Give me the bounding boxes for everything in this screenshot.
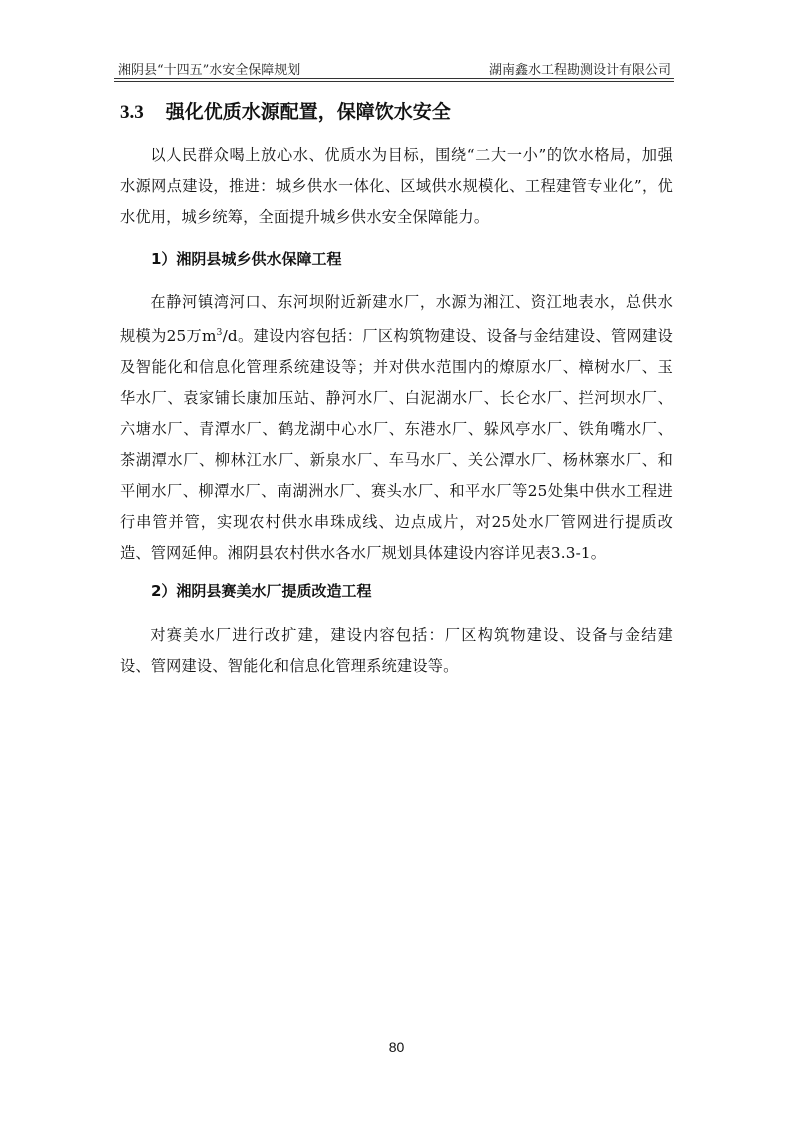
unit-superscript: 3: [216, 328, 223, 338]
header-divider-bottom: [114, 81, 674, 82]
section-number: 3.3: [120, 102, 144, 123]
subsection-heading-2: 2）湘阴县赛美水厂提质改造工程: [151, 582, 372, 600]
subsection-paragraph-1: [120, 287, 673, 569]
subsection-paragraph-2: 对赛美水厂进行改扩建，建设内容包括：厂区构筑物建设、设备与金结建设、管网建设、智能化和信息化管理系统建设等。: [120, 626, 673, 675]
running-header-right: 湖南鑫水工程勘测设计有限公司: [488, 63, 671, 78]
paragraph-text-part: 在静河镇湾河口、东河坝附近新建水厂，水源为湘江、资江地表水，总供水规模为25万m: [120, 293, 673, 346]
intro-paragraph: 以人民群众喝上放心水、优质水为目标，围绕“二大一小”的饮水格局，加强水源网点建设，推进：城乡供水一体化、区域供水规模化、工程建管专业化”，优水优用，城乡统筹，全面提升城乡供水安全保障能力。: [120, 146, 673, 226]
header-divider-top: [114, 78, 674, 79]
subsection-heading-1: 1）湘阴县城乡供水保障工程: [151, 250, 342, 268]
running-header-left: 湘阴县“十四五”水安全保障规划: [118, 63, 301, 78]
page-number: 80: [388, 1039, 405, 1055]
section-heading: [120, 97, 451, 124]
section-title-text: 强化优质水源配置，保障饮水安全: [165, 101, 451, 123]
paragraph-text-part: /d。建设内容包括：厂区构筑物建设、设备与金结建设、管网建设及智能化和信息化管理系统建设等；并对供水范围内的燎原水厂、樟树水厂、玉华水厂、袁家铺长康加压站、静河水厂、白泥湖水厂、长仑水厂、拦河坝水厂、六塘水厂、青潭水厂、鹤龙湖中心水厂、东港水厂、躲风亭水厂、铁角嘴水厂、茶湖潭水厂、柳林江水厂、新泉水厂、车马水厂、关公潭水厂、杨林寨水厂、和平闸水厂、柳潭水厂、南湖洲水厂、赛头水厂、和平水厂等25处集中供水工程进行串管并管，实现农村供水串珠成线、边点成片，对25处水厂管网进行提质改造、管网延伸。湘阴县农村供水各水厂规划具体建设内容详见表3.3-1。: [120, 327, 673, 563]
